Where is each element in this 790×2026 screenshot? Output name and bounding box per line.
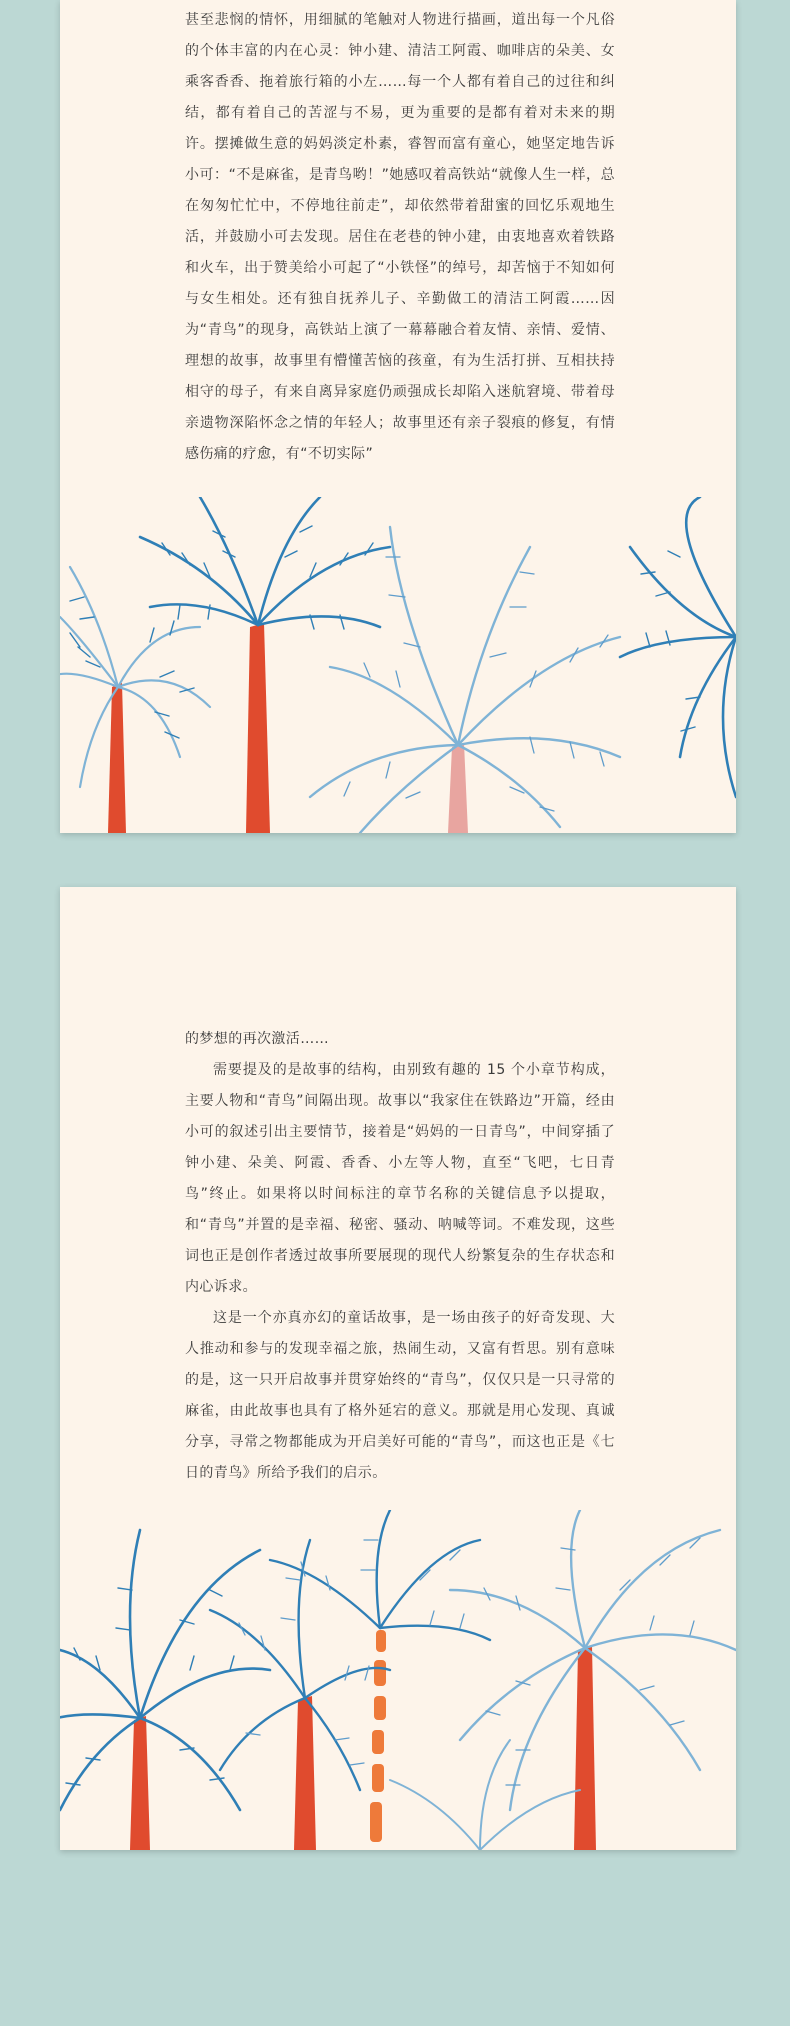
page-2-paragraph-2: 需要提及的是故事的结构，由别致有趣的 15 个小章节构成，主要人物和“青鸟”间隔出现。故事以“我家住在铁路边”开篇，经由小可的叙述引出主要情节，接着是“妈妈的一日青鸟”，中间穿插了钟小建、朵美、阿霞、香香、小左等人物，直至“飞吧，七日青鸟”终止。如果将以时间标注的章节名称的关键信息予以提取，和“青鸟”并置的是幸福、秘密、骚动、呐喊等词。不难发现，这些词也正是创作者透过故事所要展现的现代人纷繁复杂的生存状态和内心诉求。 <box>185 1062 615 1295</box>
page-2-text <box>185 1024 615 1489</box>
book-page-1 <box>60 0 736 833</box>
page-1-paragraph: 甚至悲悯的情怀，用细腻的笔触对人物进行描画，道出每一个凡俗的个体丰富的内在心灵：钟小建、清洁工阿霞、咖啡店的朵美、女乘客香香、拖着旅行箱的小左……每一个人都有着自己的过往和纠结，都有着自己的苦涩与不易，更为重要的是都有着对未来的期许。摆摊做生意的妈妈淡定朴素，睿智而富有童心，她坚定地告诉小可：“不是麻雀，是青鸟哟！”她感叹着高铁站“就像人生一样，总在匆匆忙忙中，不停地往前走”，却依然带着甜蜜的回忆乐观地生活，并鼓励小可去发现。居住在老巷的钟小建，由衷地喜欢着铁路和火车，出于赞美给小可起了“小铁怪”的绰号，却苦恼于不知如何与女生相处。还有独自抚养儿子、辛勤做工的清洁工阿霞……因为“青鸟”的现身，高铁站上演了一幕幕融合着友情、亲情、爱情、理想的故事，故事里有懵懂苦恼的孩童，有为生活打拼、互相扶持相守的母子，有来自离异家庭仍顽强成长却陷入迷航窘境、带着母亲遗物深陷怀念之情的年轻人；故事里还有亲子裂痕的修复，有情感伤痛的疗愈，有“不切实际” <box>185 12 615 462</box>
book-page-2 <box>60 887 736 1850</box>
palm-trees-illustration-bottom <box>60 1510 736 1850</box>
palm-tree-icon <box>60 497 736 833</box>
page-2-paragraph-1: 的梦想的再次激活…… <box>185 1031 329 1047</box>
palm-tree-icon <box>60 1510 736 1850</box>
palm-trees-illustration-top <box>60 497 736 833</box>
page-2-paragraph-3: 这是一个亦真亦幻的童话故事，是一场由孩子的好奇发现、大人推动和参与的发现幸福之旅，热闹生动，又富有哲思。别有意味的是，这一只开启故事并贯穿始终的“青鸟”，仅仅只是一只寻常的麻雀，由此故事也具有了格外延宕的意义。那就是用心发现、真诚分享，寻常之物都能成为开启美好可能的“青鸟”，而这也正是《七日的青鸟》所给予我们的启示。 <box>185 1310 615 1481</box>
page-1-text <box>185 5 615 470</box>
